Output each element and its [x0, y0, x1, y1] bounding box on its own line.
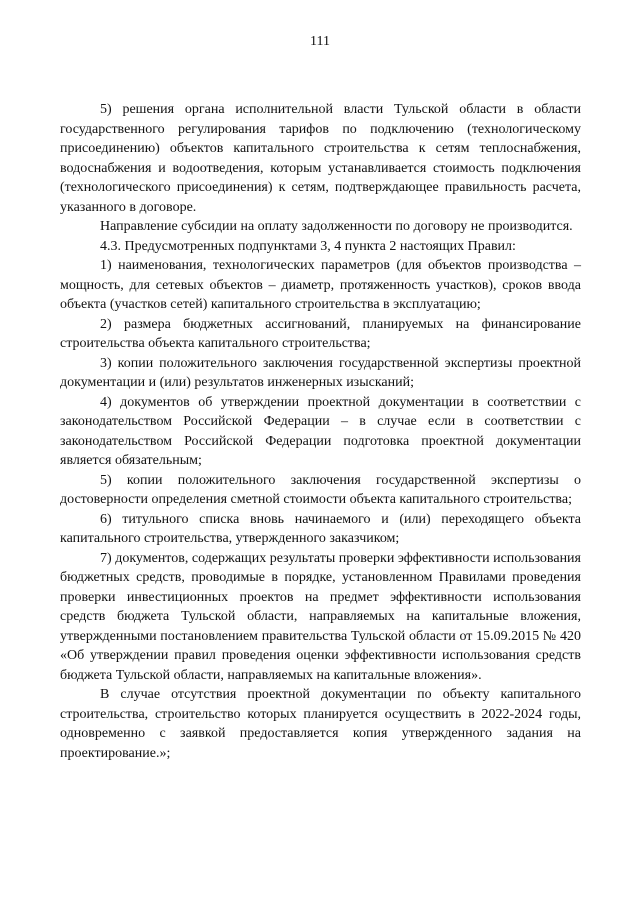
paragraph-item-7-efficiency-docs: 7) документов, содержащих результаты проверки эффективности использования бюджетных средств, проводимые в порядке, установленном Правилами проведения проверки инвестиционных проектов на предмет эффективности использования средств бюджета Тульской области, направляемых на капитальные вложения, утвержденными постановлением правительства Тульской области от 15.09.2015 № 420 «Об утверждении правил проведения оценки эффективности использования средств бюджета Тульской области, направляемых на капитальные вложения». [60, 550, 581, 683]
document-body [60, 100, 581, 763]
paragraph-item-3-expertise-copy: 3) копии положительного заключения государственной экспертизы проектной документации и (или) результатов инженерных изысканий; [60, 355, 581, 390]
paragraph-subsidy-debt: Направление субсидии на оплату задолженности по договору не производится. [100, 219, 573, 234]
paragraph-item-6-title-list: 6) титульного списка вновь начинаемого и (или) переходящего объекта капитального строительства, утвержденного заказчиком; [60, 511, 581, 546]
paragraph-no-design-docs: В случае отсутствия проектной документации по объекту капитального строительства, строительство которых планируется осуществить в 2022-2024 годы, одновременно с заявкой предоставляется копия утвержденного задания на проектирование.»; [60, 687, 581, 761]
paragraph-item-5-estimate-expertise: 5) копии положительного заключения государственной экспертизы о достоверности определения сметной стоимости объекта капитального строительства; [60, 472, 581, 507]
paragraph-item-1-names: 1) наименования, технологических параметров (для объектов производства – мощность, для сетевых объектов – диаметр, протяженность участков), сроков ввода объекта (участков сетей) капитального строительства в эксплуатацию; [60, 258, 581, 312]
paragraph-section-4-3: 4.3. Предусмотренных подпунктами 3, 4 пункта 2 настоящих Правил: [100, 238, 516, 254]
page-number: 111 [310, 34, 330, 49]
paragraph-item-4-approval-docs: 4) документов об утверждении проектной документации в соответствии с законодательством Российской Федерации – в случае если в соответствии с законодательством Российской Федерации подготовка проектной документации является обязательным; [60, 394, 581, 468]
paragraph-item-2-budget: 2) размера бюджетных ассигнований, планируемых на финансирование строительства объекта капитального строительства; [60, 316, 581, 351]
paragraph-item-5-decision: 5) решения органа исполнительной власти Тульской области в области государственного регулирования тарифов по подключению (технологическому присоединению) объектов капитального строительства к сетям теплоснабжения, водоснабжения и водоотведения, которым устанавливается стоимость подключения (технологического присоединения) к сетям, подтверждающее правильность расчета, указанного в договоре. [60, 102, 581, 215]
